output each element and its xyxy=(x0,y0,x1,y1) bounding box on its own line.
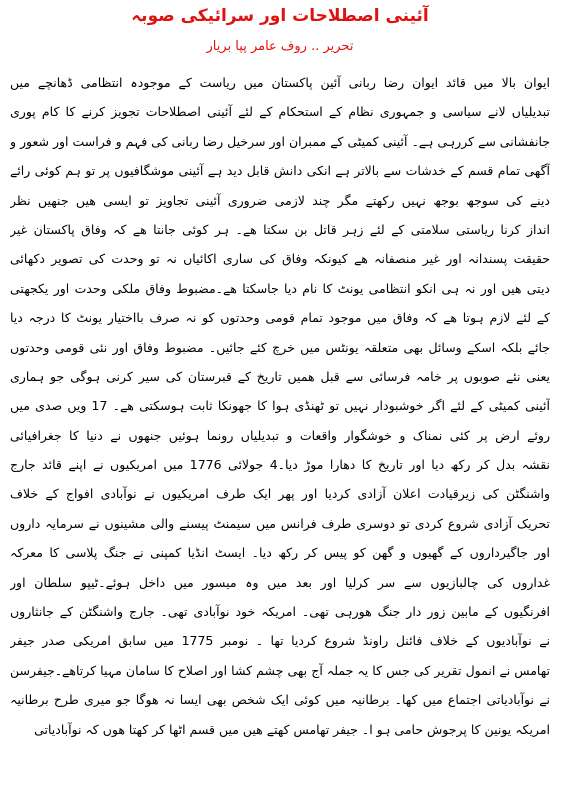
body-line: نے نوآبادیاتی اجتماع میں کھا۔ برطانیہ میں کوئی ایک شخص بھی ایسا نہ ھوگا جو میری طرح برطانیہ xyxy=(10,692,550,708)
body-line: حقیقت پسندانہ اور غیر منصفانہ ھے کیونکہ وفاق کی ساری اکائیاں نہ تو وحدت کی تصویر دکھائی xyxy=(10,251,550,267)
article-title: آئینی اصطلاحات اور سرائیکی صوبہ xyxy=(131,6,429,26)
body-line: واشنگٹن کی زیرقیادت اعلان آزادی کردیا اور پھر ایک طرف امریکیوں نے نوآبادی افواج کے خلاف xyxy=(10,486,550,502)
body-line: نے نوآبادیوں کے خلاف فائنل راونڈ شروع کردیا تھا ۔ نومبر 1775 میں سابق امریکی صدر جیفر xyxy=(10,633,550,649)
body-line: دیتی ھیں اور نہ ہی انکو انتظامی یونٹ کا نام دیا جاسکتا ھے۔مضبوط وفاق ملکی وحدت اور یکجھتی xyxy=(10,280,550,296)
body-line: دینے کی سوجھ بوجھ نہیں رکھتے مگر چند لازمی ضروری آئینی تجاویز تو ایسی ھیں جنھیں نظر xyxy=(10,192,550,208)
body-line: تحریک آزادی شروع کردی تو دوسری طرف فرانس میں سیمنٹ پیسنے والی مشینوں نے سرمایہ داروں xyxy=(10,515,550,531)
body-line: آگھی تمام قسم کے خدشات سے بالاتر ہے انکی دانش قابل دید ہے آئینی موشگافیوں پر تو ہم کوئی رائے xyxy=(10,163,550,179)
body-line: تھامس نے انمول تقریر کی جس کا یہ جملہ آج بھی چشم کشا اور اصلاح کا سامان مہیا کرتاھے۔جیفرسن xyxy=(10,662,550,678)
body-line: افرنگیوں کے مابین زور دار جنگ ھورہی تھی۔ امریکہ خود نوآبادی تھی۔ جارج واشنگٹن کے جانثاروں xyxy=(10,604,550,620)
body-line: جانفشانی سے کررہی ہے۔ آئینی کمیٹی کے ممبران اور سرخیل رضا ربانی کی فہم و فراست اور شعور و xyxy=(10,133,550,149)
body-line: کے لئے لازم ہوتا ھے کہ وفاق میں موجود تمام قومی وحدتوں کو نہ صرف بااختیار یونٹ کا درجہ دیا xyxy=(10,310,550,326)
body-line: اور جاگیرداروں کے گھیوں و گھن کو پیس کر رکھ دیا۔ ایسٹ انڈیا کمپنی نے جنگ پلاسی کا معرکہ xyxy=(10,545,550,561)
body-line: تبدیلیاں لانے سیاسی و جمہوری نظام کے استحکام کے لئے آئینی اصطلاحات تجویز کرنے کا کام پوری xyxy=(10,104,550,120)
article-byline: تحریر .. روف عامر پپا بریار xyxy=(206,39,354,54)
body-line: یعنی نئے صوبوں پر خامہ فرسائی سے قبل ھمیں تاریخ کے قبرستان کی سیر کرنی ہوگی جو ہماری xyxy=(10,368,550,384)
body-line: ایوان بالا میں قائد ایوان رضا ربانی آئین پاکستان میں ریاست کے موجودہ انتظامی ڈھانچے میں xyxy=(10,75,550,90)
body-line: غداروں کی چالبازیوں سے سر کرلیا اور بعد میں وہ میسور میں داخل ہوئے۔ٹیپو سلطان اور xyxy=(10,574,550,590)
body-line: نقشہ بدل کر رکھ دیا اور تاریخ کا دھارا موڑ دیا۔4 جولائی 1776 میں امریکیوں نے اپنے قائد جارج xyxy=(10,457,550,473)
body-line: امریکہ یونین کا پرجوش حامی ہو ا۔ جیفر تھامس کھتے ھیں میں قسم اٹھا کر کھتا ھوں کہ نوآبادیاتی xyxy=(34,721,550,737)
article-body xyxy=(10,68,550,744)
body-line: روئے ارض پر کئی نمناک و خوشگوار واقعات و تبدیلیاں رونما ہوئیں جنھوں نے دنیا کا جغرافیائی xyxy=(10,427,550,443)
body-line: انداز کرنا ریاستی سلامتی کے لئے زہر قاتل بن سکتا ھے۔ ہر کوئی جانتا ھے کہ وفاق پاکستان غیر xyxy=(10,221,550,237)
body-line: جائے بلکہ اسکے وسائل بھی متعلقہ یونٹس میں خرچ کئے جائیں۔ مضبوط وفاق اور نئی قومی وحدتوں xyxy=(10,339,550,355)
body-line: آئینی کمیٹی کے لئے اگر خوشبودار نہیں تو ٹھنڈی ہوا کا جھونکا ثابت ہوسکتی ھے۔ 17 ویں صدی میں xyxy=(10,398,550,414)
